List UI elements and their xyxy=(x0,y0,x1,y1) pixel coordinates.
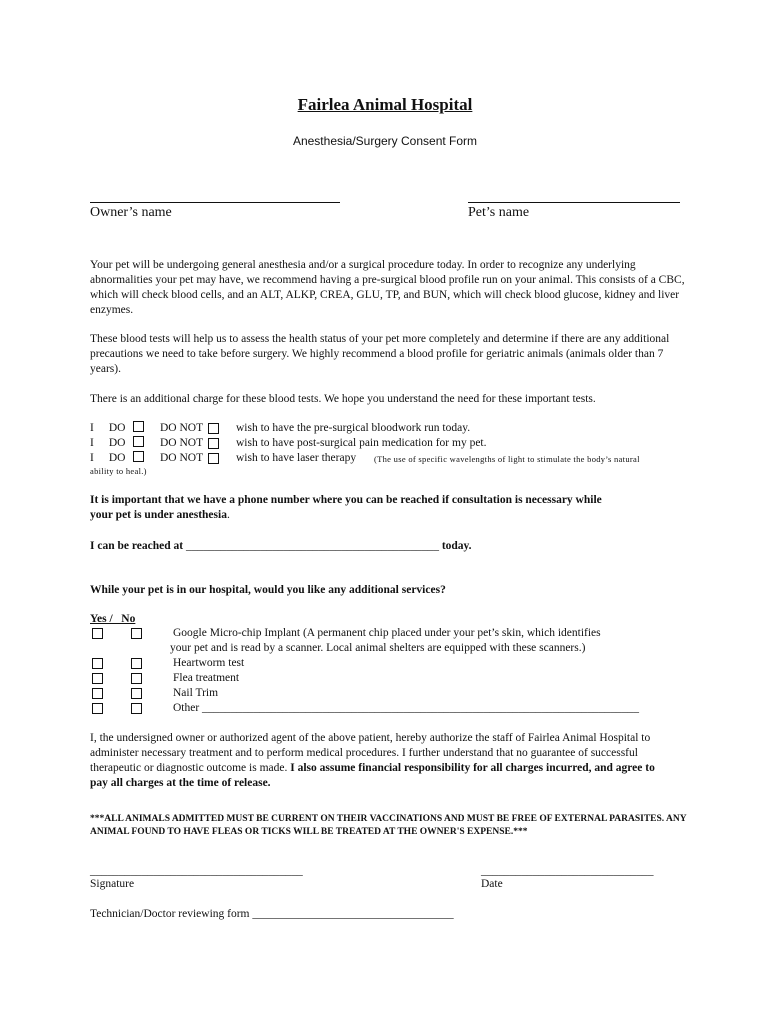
important-phone-line1: It is important that we have a phone number where you can be reached if consultation is necessary while xyxy=(90,494,602,506)
date-label: Date xyxy=(481,878,503,890)
flea-yes-checkbox[interactable] xyxy=(92,673,103,684)
reached-label: I can be reached at xyxy=(90,540,184,552)
do-not-checkbox[interactable] xyxy=(208,453,219,464)
heartworm-no-checkbox[interactable] xyxy=(131,658,142,669)
consent-option-bloodwork xyxy=(90,421,471,436)
owner-name-label: Owner’s name xyxy=(90,205,172,220)
consent-i-label: I xyxy=(90,452,94,464)
charge-paragraph: There is an additional charge for these blood tests. We hope you understand the need for these important tests. xyxy=(90,393,596,405)
other-no-checkbox[interactable] xyxy=(131,703,142,714)
authorization-paragraph xyxy=(90,731,670,791)
do-checkbox[interactable] xyxy=(133,436,144,447)
date-field[interactable]: ______________________________ xyxy=(481,865,654,877)
nail-trim-label: Nail Trim xyxy=(173,687,219,699)
services-question: While your pet is in our hospital, would you like any additional services? xyxy=(90,584,446,596)
consent-i-label: I xyxy=(90,437,94,449)
do-label: DO xyxy=(108,452,126,464)
signature-label: Signature xyxy=(90,878,135,890)
pet-name-label: Pet’s name xyxy=(468,205,530,220)
important-phone-period: . xyxy=(226,509,230,521)
important-phone-line2-text: your pet is under anesthesia xyxy=(90,509,227,521)
microchip-label-line1: Google Micro-chip Implant (A permanent chip placed under your pet’s skin, which identifies xyxy=(173,627,601,639)
consent-text: wish to have post-surgical pain medication for my pet. xyxy=(236,437,487,449)
authorization-bold: I also assume financial responsibility for all charges incurred, and agree to pay all charges at the time of release. xyxy=(90,762,655,789)
intro-paragraph: Your pet will be undergoing general anesthesia and/or a surgical procedure today. In order to recognize any underlying abnormalities your pet may have, we recommend having a pre-surgical blood profile run on your animal. This consists of a CBC, which will check blood cells, and an ALT, ALKP, CREA, GLU, TP, and BUN, which will check blood glucose, kidney and liver enzymes. xyxy=(90,259,685,316)
technician-field[interactable]: ___________________________________ xyxy=(252,908,454,920)
do-not-label: DO NOT xyxy=(160,437,204,449)
phone-field[interactable]: ____________________________________________ xyxy=(185,540,439,552)
nail-trim-no-checkbox[interactable] xyxy=(131,688,142,699)
do-not-checkbox[interactable] xyxy=(208,438,219,449)
owner-name-field[interactable] xyxy=(90,202,340,203)
pet-name-field[interactable] xyxy=(468,202,680,203)
form-subtitle: Anesthesia/Surgery Consent Form xyxy=(292,134,478,148)
do-not-label: DO NOT xyxy=(160,452,204,464)
flea-no-checkbox[interactable] xyxy=(131,673,142,684)
reached-suffix: today. xyxy=(441,540,472,552)
consent-option-laser-therapy xyxy=(90,451,640,466)
consent-i-label: I xyxy=(90,422,94,434)
tests-paragraph: These blood tests will help us to assess the health status of your pet more completely and determine if there are any additional precautions we need to take before surgery. We highly recommend a blood profile for geriatric animals (animals older than 7 years). xyxy=(90,333,670,375)
do-checkbox[interactable] xyxy=(133,421,144,432)
form-title: Fairlea Animal Hospital xyxy=(297,95,473,114)
do-not-checkbox[interactable] xyxy=(208,423,219,434)
vaccination-notice: ***ALL ANIMALS ADMITTED MUST BE CURRENT ON THEIR VACCINATIONS AND MUST BE FREE OF EXTERNAL PARASITES. ANY ANIMAL FOUND TO HAVE FLEAS OR TICKS WILL BE TREATED AT THE OWNER'S EXPENSE.*** xyxy=(90,814,687,837)
other-label[interactable]: Other ____________________________________________________________________________ xyxy=(173,702,640,714)
do-not-label: DO NOT xyxy=(160,422,204,434)
heartworm-label: Heartworm test xyxy=(173,657,245,669)
consent-text: wish to have laser therapy xyxy=(236,452,357,464)
microchip-yes-checkbox[interactable] xyxy=(92,628,103,639)
important-phone-line2 xyxy=(90,508,230,523)
authorization-text: I, the undersigned owner or authorized agent of the above patient, hereby authorize the staff of Fairlea Animal Hospital to administer necessary treatment and to perform medical procedures. I further understand that no guarantee of successful therapeutic or diagnostic outcome is made. xyxy=(90,732,651,774)
flea-label: Flea treatment xyxy=(173,672,240,684)
signature-field[interactable]: _____________________________________ xyxy=(90,865,303,877)
do-label: DO xyxy=(108,422,126,434)
laser-note: (The use of specific wavelengths of light to stimulate the body’s natural xyxy=(374,454,640,464)
technician-row xyxy=(90,907,454,922)
consent-option-pain-medication xyxy=(90,436,487,451)
other-yes-checkbox[interactable] xyxy=(92,703,103,714)
do-label: DO xyxy=(108,437,126,449)
laser-note-continued: ability to heal.) xyxy=(90,466,147,476)
heartworm-yes-checkbox[interactable] xyxy=(92,658,103,669)
nail-trim-yes-checkbox[interactable] xyxy=(92,688,103,699)
do-checkbox[interactable] xyxy=(133,451,144,462)
phone-row xyxy=(90,539,472,554)
services-yes-no-header: Yes / No xyxy=(90,613,136,625)
technician-label: Technician/Doctor reviewing form xyxy=(90,908,250,920)
microchip-no-checkbox[interactable] xyxy=(131,628,142,639)
consent-text: wish to have the pre-surgical bloodwork run today. xyxy=(236,422,471,434)
microchip-label-line2: your pet and is read by a scanner. Local animal shelters are equipped with these scanners.) xyxy=(170,642,586,654)
